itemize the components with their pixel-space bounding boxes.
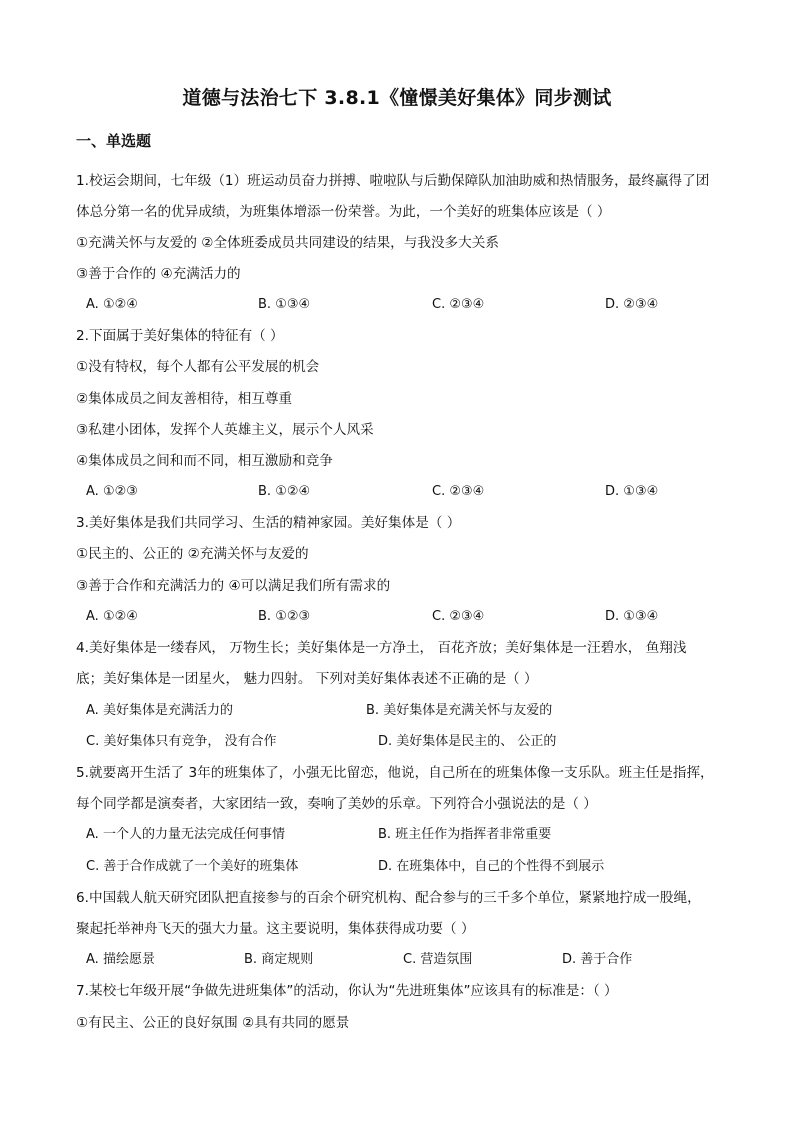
- question-4-line-1: 4.美好集体是一缕春风， 万物生长；美好集体是一方净土， 百花齐放；美好集体是一汪碧水， 鱼翔浅: [76, 640, 687, 656]
- question-5-line-1: 5.就要离开生活了 3年的班集体了，小强无比留恋，他说，自己所在的班集体像一支乐队。班主任是指挥，: [76, 765, 714, 781]
- option-text: 描绘愿景: [102, 952, 155, 967]
- option-key: C.: [432, 297, 446, 312]
- question-1-line-2: 体总分第一名的优异成绩，为班集体增添一份荣誉。为此，一个美好的班集体应该是（ ）: [76, 204, 611, 220]
- option-key: A.: [86, 484, 99, 499]
- section-heading: 一、单选题: [76, 132, 152, 150]
- option-key: B.: [378, 827, 392, 842]
- option-key: D.: [562, 952, 577, 967]
- question-5-option-d[interactable]: [378, 857, 604, 877]
- option-key: D.: [605, 297, 620, 312]
- question-4-option-c[interactable]: [86, 732, 277, 752]
- question-4-line-2: 底；美好集体是一团星火， 魅力四射。 下列对美好集体表述不正确的是（ ）: [76, 671, 538, 687]
- question-2-line-1: 2.下面属于美好集体的特征有（ ）: [76, 328, 284, 344]
- option-text: ②③④: [623, 297, 659, 312]
- option-text: ①②③: [102, 484, 138, 499]
- question-5-line-2: 每个同学都是演奏者，大家团结一致，奏响了美妙的乐章。下列符合小强说法的是（ ）: [76, 796, 597, 812]
- option-text: 美好集体是充满活力的: [102, 703, 233, 718]
- question-2-option-c[interactable]: [432, 482, 484, 502]
- option-key: B.: [366, 703, 380, 718]
- option-text: 营造氛围: [420, 952, 473, 967]
- question-3-option-b[interactable]: [258, 607, 310, 627]
- question-7-line-2: ①有民主、公正的良好氛围 ②具有共同的愿景: [76, 1015, 350, 1031]
- option-text: 班主任作为指挥者非常重要: [395, 827, 552, 842]
- question-1-line-4: ③善于合作的 ④充满活力的: [76, 266, 241, 282]
- option-key: D.: [378, 859, 393, 874]
- option-key: B.: [258, 609, 272, 624]
- question-4-option-b[interactable]: [366, 701, 552, 721]
- question-6-line-1: 6.中国载人航天研究团队把直接参与的百余个研究机构、配合参与的三千多个单位，紧紧地拧成一股绳，: [76, 890, 701, 906]
- question-1-line-1: 1.校运会期间，七年级（1）班运动员奋力拼搏、啦啦队与后勤保障队加油助威和热情服务，最终赢得了团: [76, 173, 710, 189]
- option-key: D.: [605, 484, 620, 499]
- option-key: A.: [86, 827, 99, 842]
- question-6-option-c[interactable]: [403, 950, 472, 970]
- option-text: 美好集体是民主的、 公正的: [396, 734, 557, 749]
- option-key: C.: [86, 734, 100, 749]
- question-4-option-d[interactable]: [378, 732, 556, 752]
- option-key: B.: [244, 952, 258, 967]
- question-5-option-a[interactable]: [86, 825, 285, 845]
- question-3-option-c[interactable]: [432, 607, 484, 627]
- question-2-line-5: ④集体成员之间和而不同，相互激励和竞争: [76, 453, 333, 469]
- question-4-option-a[interactable]: [86, 701, 233, 721]
- option-text: 善于合作: [580, 952, 633, 967]
- question-2-option-a[interactable]: [86, 482, 138, 502]
- question-3-option-a[interactable]: [86, 607, 138, 627]
- question-3-line-1: 3.美好集体是我们共同学习、生活的精神家园。美好集体是（ ）: [76, 515, 461, 531]
- option-text: 善于合作成就了一个美好的班集体: [103, 859, 299, 874]
- option-key: B.: [258, 484, 272, 499]
- question-2-option-b[interactable]: [258, 482, 310, 502]
- option-key: A.: [86, 952, 99, 967]
- question-2-option-d[interactable]: [605, 482, 658, 502]
- question-1-line-3: ①充满关怀与友爱的 ②全体班委成员共同建设的结果，与我没多大关系: [76, 235, 499, 251]
- option-text: ①③④: [275, 297, 311, 312]
- question-7-line-1: 7.某校七年级开展“争做先进班集体”的活动，你认为“先进班集体”应该具有的标准是：（ ）: [76, 983, 618, 999]
- question-3-option-d[interactable]: [605, 607, 658, 627]
- question-5-option-b[interactable]: [378, 825, 551, 845]
- question-6-line-2: 聚起托举神舟飞天的强大力量。这主要说明，集体获得成功要（ ）: [76, 921, 475, 937]
- option-text: ②③④: [449, 609, 485, 624]
- option-key: A.: [86, 297, 99, 312]
- option-text: 商定规则: [261, 952, 314, 967]
- option-text: ①③④: [623, 484, 659, 499]
- option-key: A.: [86, 703, 99, 718]
- question-1-option-d[interactable]: [605, 295, 658, 315]
- question-6-option-a[interactable]: [86, 950, 155, 970]
- question-6-option-d[interactable]: [562, 950, 632, 970]
- question-1-option-a[interactable]: [86, 295, 138, 315]
- option-key: C.: [403, 952, 417, 967]
- option-text: ②③④: [449, 484, 485, 499]
- option-text: 一个人的力量无法完成任何事情: [102, 827, 285, 842]
- option-text: ①③④: [623, 609, 659, 624]
- option-text: ①②④: [275, 484, 311, 499]
- option-key: C.: [432, 609, 446, 624]
- question-1-option-b[interactable]: [258, 295, 310, 315]
- option-key: B.: [258, 297, 272, 312]
- question-2-line-2: ①没有特权，每个人都有公平发展的机会: [76, 359, 320, 375]
- option-key: C.: [432, 484, 446, 499]
- question-5-option-c[interactable]: [86, 857, 298, 877]
- question-6-option-b[interactable]: [244, 950, 313, 970]
- question-2-line-3: ②集体成员之间友善相待，相互尊重: [76, 391, 293, 407]
- option-text: ①②③: [275, 609, 311, 624]
- option-text: ②③④: [449, 297, 485, 312]
- option-text: ①②④: [102, 609, 138, 624]
- document-title: 道德与法治七下 3.8.1《憧憬美好集体》同步测试: [182, 87, 612, 109]
- option-text: ①②④: [102, 297, 138, 312]
- option-key: D.: [378, 734, 393, 749]
- option-key: A.: [86, 609, 99, 624]
- question-3-line-2: ①民主的、公正的 ②充满关怀与友爱的: [76, 546, 309, 562]
- option-key: C.: [86, 859, 100, 874]
- question-3-line-3: ③善于合作和充满活力的 ④可以满足我们所有需求的: [76, 578, 391, 594]
- option-key: D.: [605, 609, 620, 624]
- question-1-option-c[interactable]: [432, 295, 484, 315]
- option-text: 美好集体只有竞争， 没有合作: [103, 734, 277, 749]
- option-text: 美好集体是充满关怀与友爱的: [383, 703, 553, 718]
- question-2-line-4: ③私建小团体，发挥个人英雄主义，展示个人风采: [76, 422, 374, 438]
- option-text: 在班集体中，自己的个性得不到展示: [396, 859, 605, 874]
